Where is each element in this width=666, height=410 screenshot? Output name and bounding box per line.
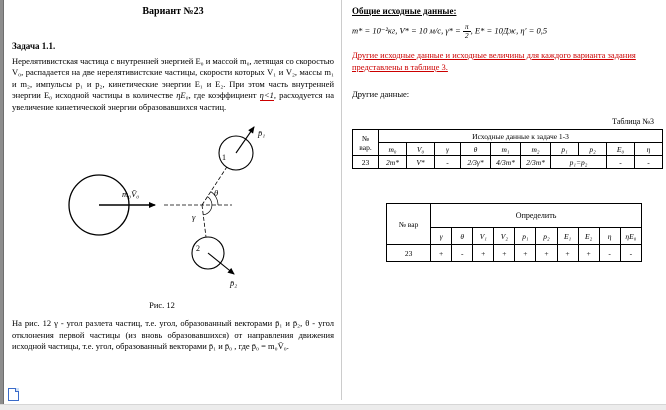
table3-cell: - xyxy=(607,156,635,169)
table3-cell: 2m* xyxy=(379,156,407,169)
figure-caption: Рис. 12 xyxy=(149,300,175,311)
particle1-dashed-line xyxy=(202,168,227,206)
statement-text-3: , расходуется на увеличение кинетической энергии образовавшихся частиц. xyxy=(12,90,334,112)
determine-col-header: γ xyxy=(431,228,452,245)
p1-label: p̄₁ xyxy=(258,128,266,139)
decay-diagram xyxy=(12,123,302,293)
theta-label: θ xyxy=(214,188,219,199)
task-statement xyxy=(12,56,334,113)
table3-cell: 2/3m* xyxy=(521,156,551,169)
statement-text-1: Нерелятивистская частица с внутренней энергией E₀ и массой m₀, летящая со скоростью V₀, распадается на две нерелятивистские частицы, скорости которых V₁ и V₂, массы m₁ и m₂, импульсы p₁ и p₂, кинетические энергии E₁ и E₂. При этом часть внутренней энергии E₀ исходной частицы в количестве xyxy=(12,56,334,101)
determine-col-header: p₁ xyxy=(515,228,536,245)
table3-col-header: m₀ xyxy=(379,143,407,156)
formula-part-2: , E* = 10Дж, η′ = 0,5 xyxy=(470,25,548,36)
particle2-number: 2 xyxy=(196,244,200,254)
table3-caption: Таблица №3 xyxy=(612,117,654,127)
determine-table xyxy=(386,203,642,262)
determine-cell: + xyxy=(578,245,599,262)
determine-cell: + xyxy=(536,245,557,262)
gamma-angle-arc xyxy=(203,197,212,215)
determine-cell: + xyxy=(431,245,452,262)
gamma-label: γ xyxy=(192,212,196,223)
left-column xyxy=(12,6,334,353)
particle2-dashed-line xyxy=(202,205,206,237)
horizontal-scrollbar[interactable] xyxy=(0,404,666,410)
task-title: Задача 1.1. xyxy=(12,41,56,51)
table3-col-header: γ xyxy=(435,143,461,156)
fraction-numerator: π xyxy=(464,22,469,31)
eta-e0-term: ηE₀ xyxy=(176,90,189,101)
determine-col-header: ηE₀ xyxy=(620,228,641,245)
figure-12 xyxy=(12,123,334,310)
determine-header: Определить xyxy=(431,204,642,228)
table3-cell: p₁=p₂ xyxy=(551,156,607,169)
table3-corner-line1: № xyxy=(361,133,370,143)
determine-col-header: θ xyxy=(452,228,473,245)
right-column xyxy=(352,6,658,262)
eta-condition: η<1 xyxy=(259,90,274,101)
table3-col-header: θ xyxy=(461,143,491,156)
left-edge-panel xyxy=(0,0,4,410)
page-icon-fold xyxy=(15,388,19,392)
table3-col-header: V₀ xyxy=(407,143,435,156)
determine-corner-cell: № вар xyxy=(387,204,431,245)
pi-over-2-fraction xyxy=(463,23,471,40)
m0v0-label: m₀V̄₀ xyxy=(122,189,140,200)
table3-col-header: η xyxy=(635,143,663,156)
table3-cell: 2/3γ* xyxy=(461,156,491,169)
table3-col-header: p₁ xyxy=(551,143,579,156)
determine-cell: 23 xyxy=(387,245,431,262)
table3-col-header: m₁ xyxy=(491,143,521,156)
common-data-heading: Общие исходные данные: xyxy=(352,6,457,16)
table3-col-header: E₀ xyxy=(607,143,635,156)
determine-col-header: p₂ xyxy=(536,228,557,245)
table3-cell: - xyxy=(435,156,461,169)
table3-col-header: m₂ xyxy=(521,143,551,156)
particle1-number: 1 xyxy=(222,153,226,163)
figure-explanation: На рис. 12 γ - угол разлета частиц, т.е. угол, образованный векторами p̄₁ и p̄₂, θ - угол отклонения первой частицы (из вновь образовавшихся) от направления движения исходной частицы, т.е. угол, образованный векторами p̄₁ и p̄₀ , где p̄₀ = m₀V̄₀. xyxy=(12,318,334,352)
determine-col-header: η xyxy=(599,228,620,245)
determine-cell: + xyxy=(515,245,536,262)
fraction-denominator: 2 xyxy=(464,30,469,40)
determine-col-header: V₁ xyxy=(473,228,494,245)
other-data-label: Другие данные: xyxy=(352,89,410,100)
p2-label: p̄₂ xyxy=(230,278,238,289)
column-divider xyxy=(341,0,342,400)
formula-part-1: m* = 10⁻²кг, V* = 10 м/с, γ* = xyxy=(352,25,463,36)
determine-cell: - xyxy=(620,245,641,262)
table-3 xyxy=(352,129,663,169)
red-note: Другие исходные данные и исходные величины для каждого варианта задания представлены в таблице 3. xyxy=(352,49,636,73)
table3-cell: 23 xyxy=(353,156,379,169)
determine-cell: - xyxy=(599,245,620,262)
table3-data-row xyxy=(353,156,663,169)
determine-cell: - xyxy=(452,245,473,262)
table3-cell: V* xyxy=(407,156,435,169)
table3-corner-cell xyxy=(353,130,379,156)
determine-col-header: E₂ xyxy=(578,228,599,245)
table3-group-header: Исходные данные к задаче 1-3 xyxy=(379,130,663,143)
determine-cell: + xyxy=(473,245,494,262)
statement-text-2: , где коэффициент xyxy=(188,90,260,101)
page-icon[interactable] xyxy=(8,388,19,401)
determine-cell: + xyxy=(557,245,578,262)
determine-data-row xyxy=(387,245,642,262)
determine-col-header: V₂ xyxy=(494,228,515,245)
table3-corner-line2: вар. xyxy=(359,142,372,152)
variant-title: Вариант №23 xyxy=(142,6,204,17)
table3-col-header: p₂ xyxy=(579,143,607,156)
determine-col-header: E₁ xyxy=(557,228,578,245)
common-data-formula xyxy=(352,23,658,40)
determine-cell: + xyxy=(494,245,515,262)
table3-cell: 4/3m* xyxy=(491,156,521,169)
table3-cell: - xyxy=(635,156,663,169)
